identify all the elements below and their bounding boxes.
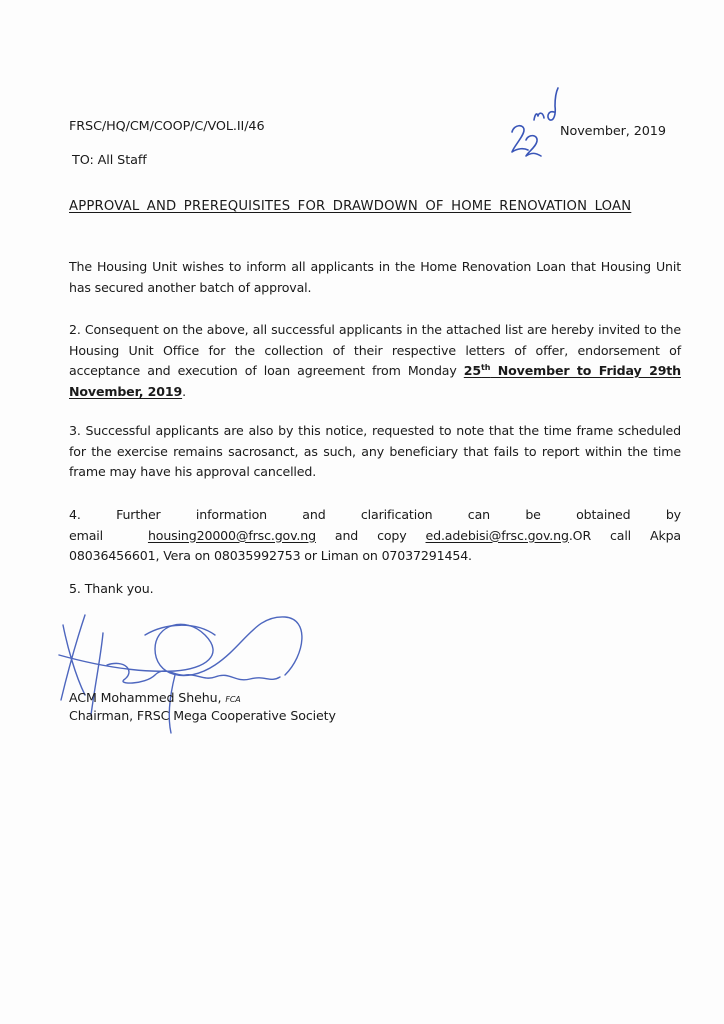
paragraph-4-rest: .OR call Akpa 08036456601, Vera on 08035992753 or Liman on 07037291454. [69, 527, 681, 563]
signatory-name: ACM Mohammed Shehu, [69, 690, 226, 705]
signatory-credential: FCA [225, 695, 241, 704]
subject-heading [69, 198, 683, 216]
paragraph-2-text: 2. Consequent on the above, all successful applicants in the attached list are hereby invited to the Housing Unit Office for the collection of their respective letters of offer, endorsement of acceptance and execution of loan agreement from Monday [69, 322, 681, 378]
recipient-line: TO: All Staff [72, 153, 147, 168]
paragraph-5: 5. Thank you. [69, 581, 154, 596]
date-range-rest: November to Friday 29th November, 2019 [69, 363, 681, 399]
paragraph-4-lead: 4. Further information and clarification can be obtained by email [69, 507, 681, 543]
date-start-day: 25 [463, 363, 482, 378]
paragraph-4-mid: and copy [315, 527, 426, 543]
signatory-title: Chairman, FRSC Mega Cooperative Society [69, 708, 336, 723]
letter-date: November, 2019 [560, 124, 666, 139]
paragraph-1: The Housing Unit wishes to inform all applicants in the Home Renovation Loan that Housing Unit has secured another batch of approval. [69, 259, 681, 295]
handwritten-date-day [508, 86, 568, 158]
email-adebisi-link[interactable]: ed.adebisi@frsc.gov.ng [425, 527, 569, 543]
date-start-suffix: th [481, 362, 491, 372]
email-housing-link[interactable]: housing20000@frsc.gov.ng [147, 527, 316, 543]
paragraph-4 [69, 505, 681, 567]
paragraph-3: 3. Successful applicants are also by this notice, requested to note that the time frame scheduled for the exercise remains sacrosanct, as such, any beneficiary that fails to report within the time frame may have his approval cancelled. [69, 423, 681, 479]
reference-number: FRSC/HQ/CM/COOP/C/VOL.II/46 [69, 119, 265, 134]
paragraph-2-end: . [182, 383, 186, 399]
subject-text: APPROVAL AND PREREQUISITES FOR DRAWDOWN OF HOME RENOVATION LOAN [69, 199, 632, 214]
paragraph-2 [69, 320, 681, 402]
